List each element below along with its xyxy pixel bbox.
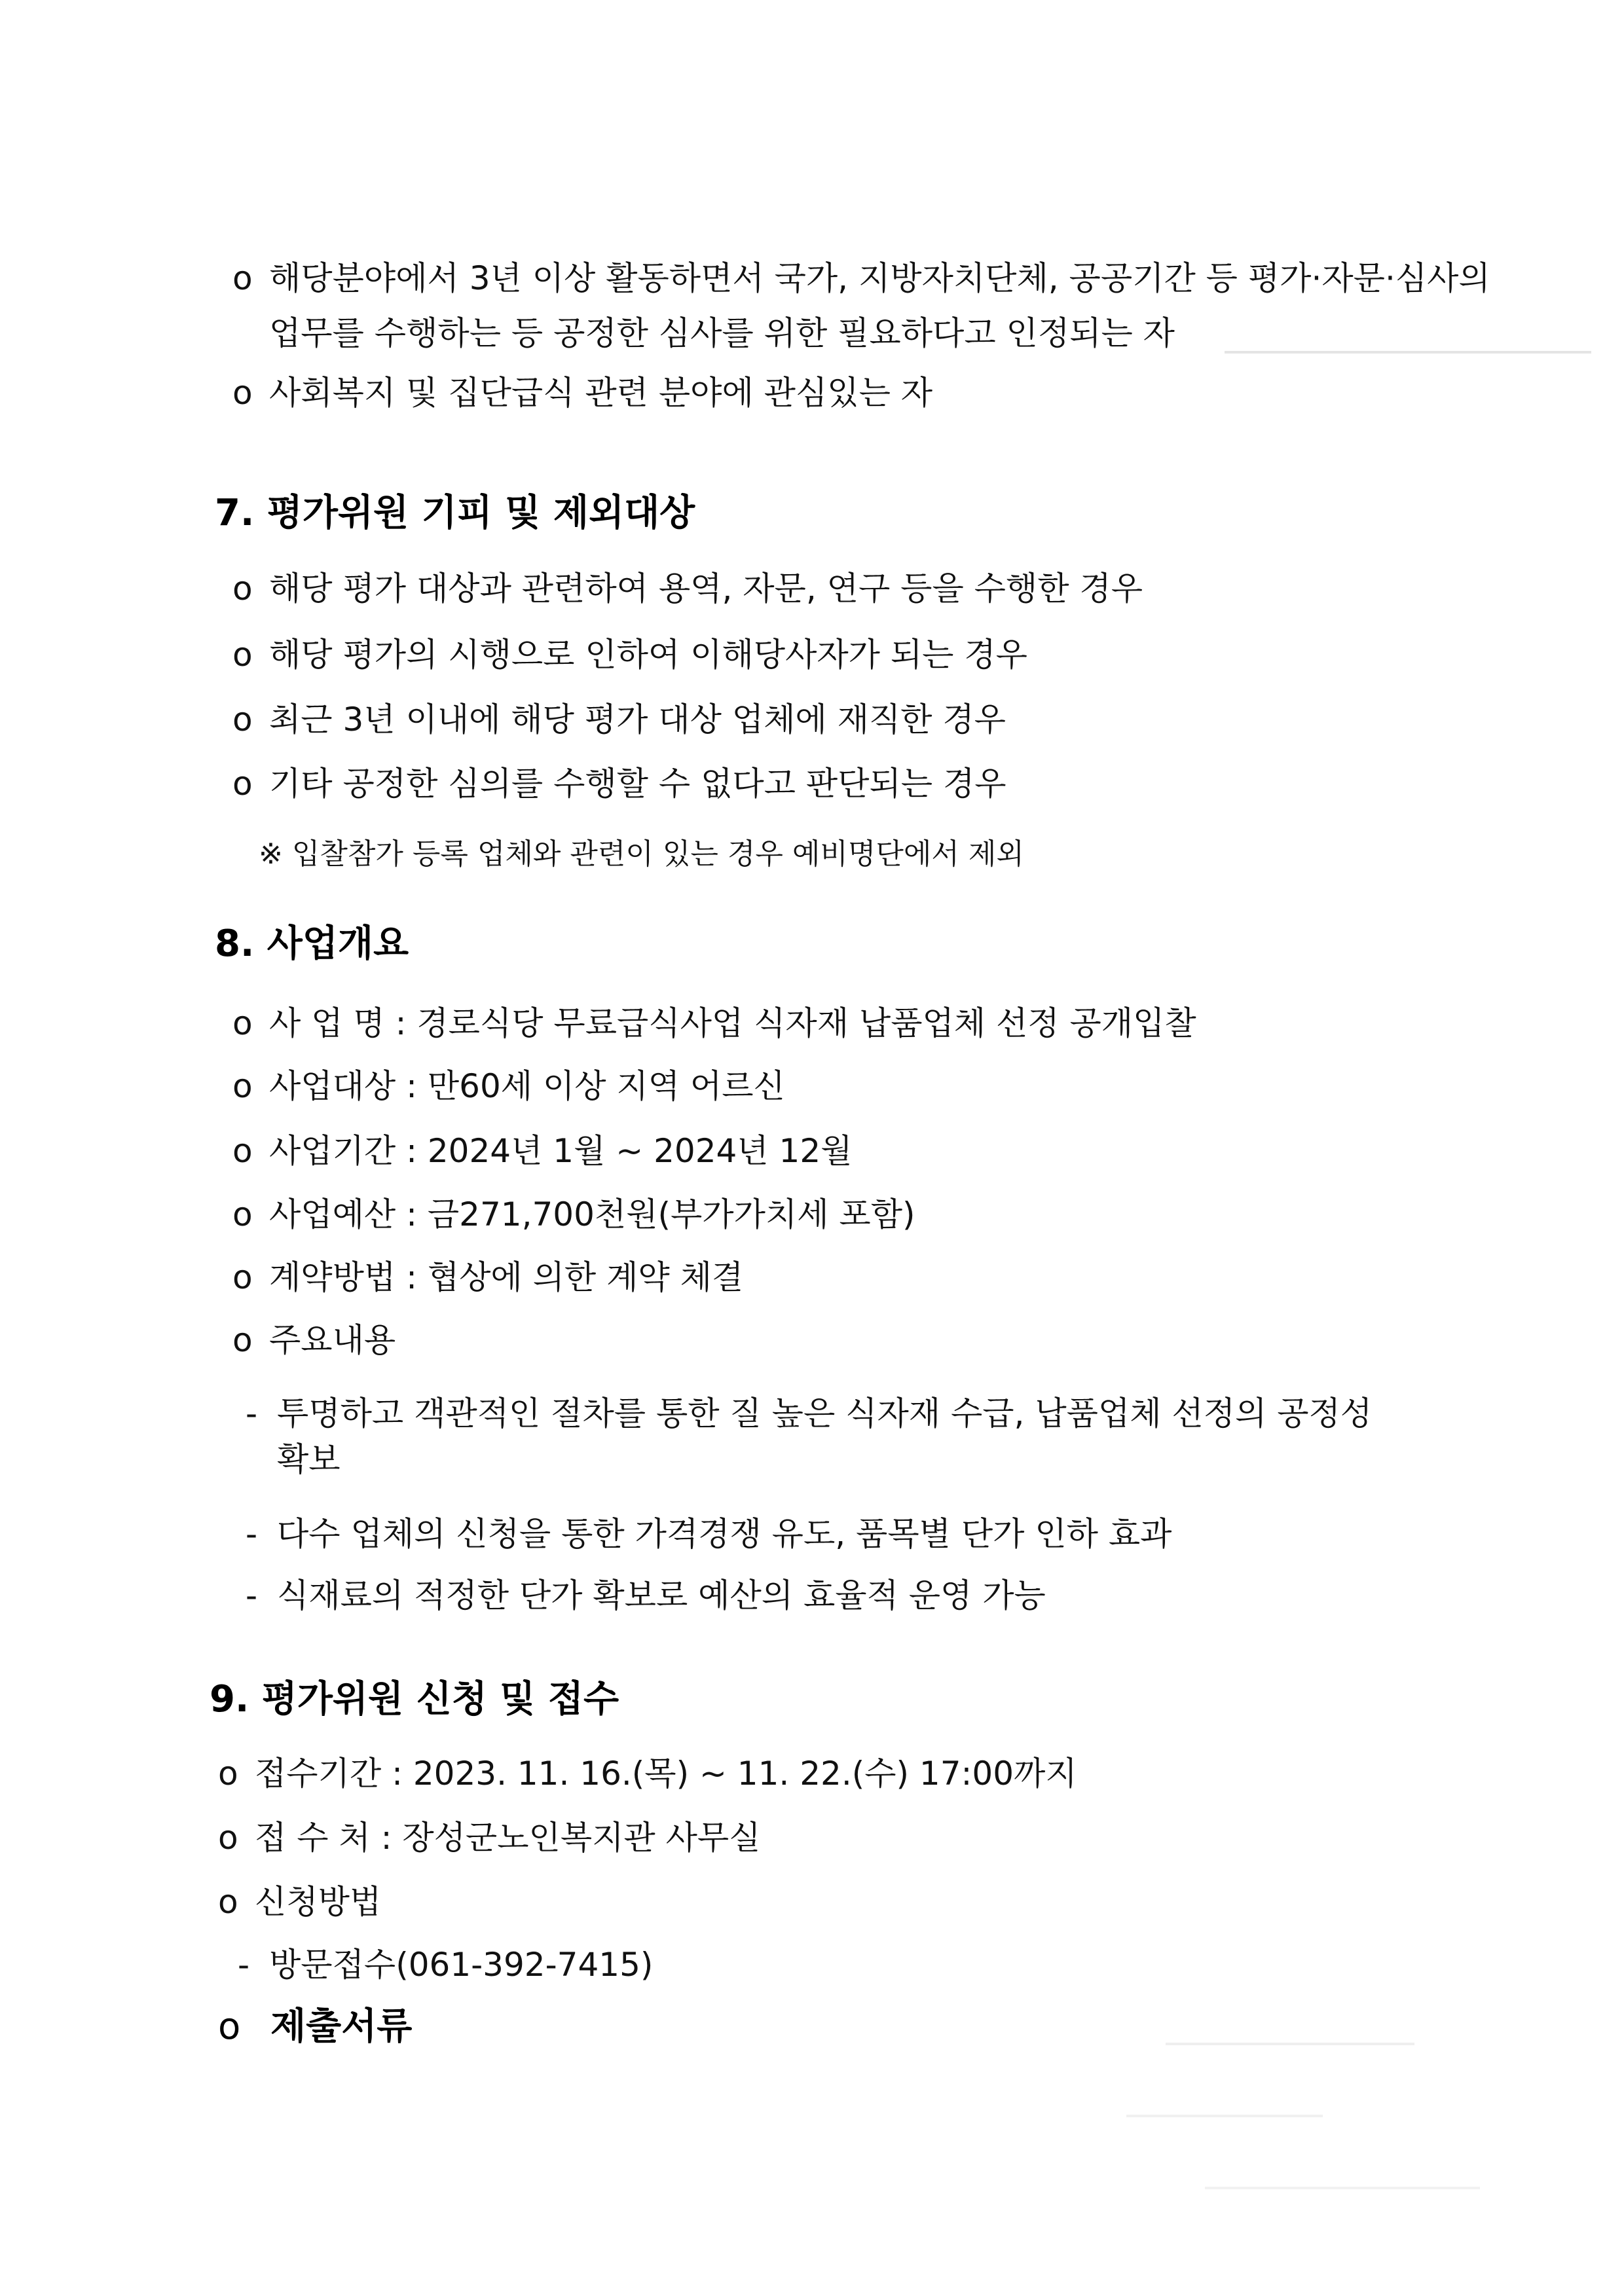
bullet-marker: o	[232, 374, 253, 412]
section-9-item-1: o 접수기간 : 2023. 11. 16.(목) ~ 11. 22.(수) 17:00까지	[218, 1752, 1077, 1795]
dash-marker: -	[238, 1946, 250, 1984]
section-7-item-2: o 해당 평가의 시행으로 인하여 이해당사자가 되는 경우	[232, 633, 1027, 676]
bullet-marker: o	[232, 701, 253, 738]
bullet-marker: o	[218, 1755, 238, 1793]
bullet-marker: o	[218, 2005, 241, 2048]
section-8-item-1: o 사 업 명 : 경로식당 무료급식사업 식자재 납품업체 선정 공개입찰	[232, 1002, 1196, 1045]
bullet-marker: o	[232, 636, 253, 674]
dash-marker: -	[246, 1576, 258, 1614]
bullet-marker: o	[232, 1195, 253, 1233]
scan-artifact	[1225, 351, 1591, 354]
bullet-marker: o	[232, 570, 253, 608]
dash-marker: -	[246, 1394, 258, 1432]
scan-artifact	[1166, 2043, 1414, 2045]
bullet-marker: o	[232, 1132, 253, 1170]
scan-artifact	[1205, 2187, 1480, 2189]
section-8-subitem-1-continued: 확보	[277, 1440, 341, 1478]
intro-item-1: o 해당분야에서 3년 이상 활동하면서 국가, 지방자치단체, 공공기간 등 평가·자문·심사의	[232, 257, 1490, 300]
section-9-item-4: o 제출서류	[218, 2003, 412, 2050]
section-9-item-3: o 신청방법	[218, 1880, 381, 1923]
bullet-marker: o	[232, 259, 253, 297]
bullet-marker: o	[232, 1067, 253, 1105]
section-8-item-2: o 사업대상 : 만60세 이상 지역 어르신	[232, 1065, 785, 1108]
section-8-subitem-1: - 투명하고 객관적인 절차를 통한 질 높은 식자재 수급, 납품업체 선정의 공정성	[246, 1392, 1372, 1435]
section-9-subitem: - 방문접수(061-392-7415)	[238, 1943, 653, 1986]
bullet-marker: o	[232, 1258, 253, 1296]
section-8-item-5: o 계약방법 : 협상에 의한 계약 체결	[232, 1256, 743, 1299]
bullet-marker: o	[232, 1321, 253, 1359]
bullet-marker: o	[232, 1004, 253, 1042]
scan-artifact	[1126, 2115, 1323, 2117]
bullet-marker: o	[232, 765, 253, 803]
intro-item-1-continued: 업무를 수행하는 등 공정한 심사를 위한 필요하다고 인정되는 자	[269, 314, 1175, 352]
section-8-item-4: o 사업예산 : 금271,700천원(부가가치세 포함)	[232, 1193, 915, 1236]
section-7-item-4: o 기타 공정한 심의를 수행할 수 없다고 판단되는 경우	[232, 762, 1006, 805]
bullet-marker: o	[218, 1819, 238, 1857]
dash-marker: -	[246, 1515, 258, 1553]
section-8-item-3: o 사업기간 : 2024년 1월 ~ 2024년 12월	[232, 1129, 852, 1173]
bullet-marker: o	[218, 1883, 238, 1921]
intro-item-2: o 사회복지 및 집단급식 관련 분야에 관심있는 자	[232, 371, 932, 414]
section-8-subitem-2: - 다수 업체의 신청을 통한 가격경쟁 유도, 품목별 단가 인하 효과	[246, 1512, 1172, 1556]
section-7-item-1: o 해당 평가 대상과 관련하여 용역, 자문, 연구 등을 수행한 경우	[232, 567, 1143, 610]
section-8-item-6: o 주요내용	[232, 1319, 396, 1362]
section-9-heading: 9. 평가위원 신청 및 접수	[210, 1678, 619, 1721]
section-7-item-3: o 최근 3년 이내에 해당 평가 대상 업체에 재직한 경우	[232, 698, 1006, 741]
section-7-heading: 7. 평가위원 기피 및 제외대상	[215, 492, 695, 534]
section-7-note: ※ 입찰참가 등록 업체와 관련이 있는 경우 예비명단에서 제외	[259, 837, 1024, 871]
section-8-heading: 8. 사업개요	[215, 922, 409, 965]
section-9-item-2: o 접 수 처 : 장성군노인복지관 사무실	[218, 1816, 761, 1859]
section-8-subitem-3: - 식재료의 적정한 단가 확보로 예산의 효율적 운영 가능	[246, 1574, 1046, 1617]
